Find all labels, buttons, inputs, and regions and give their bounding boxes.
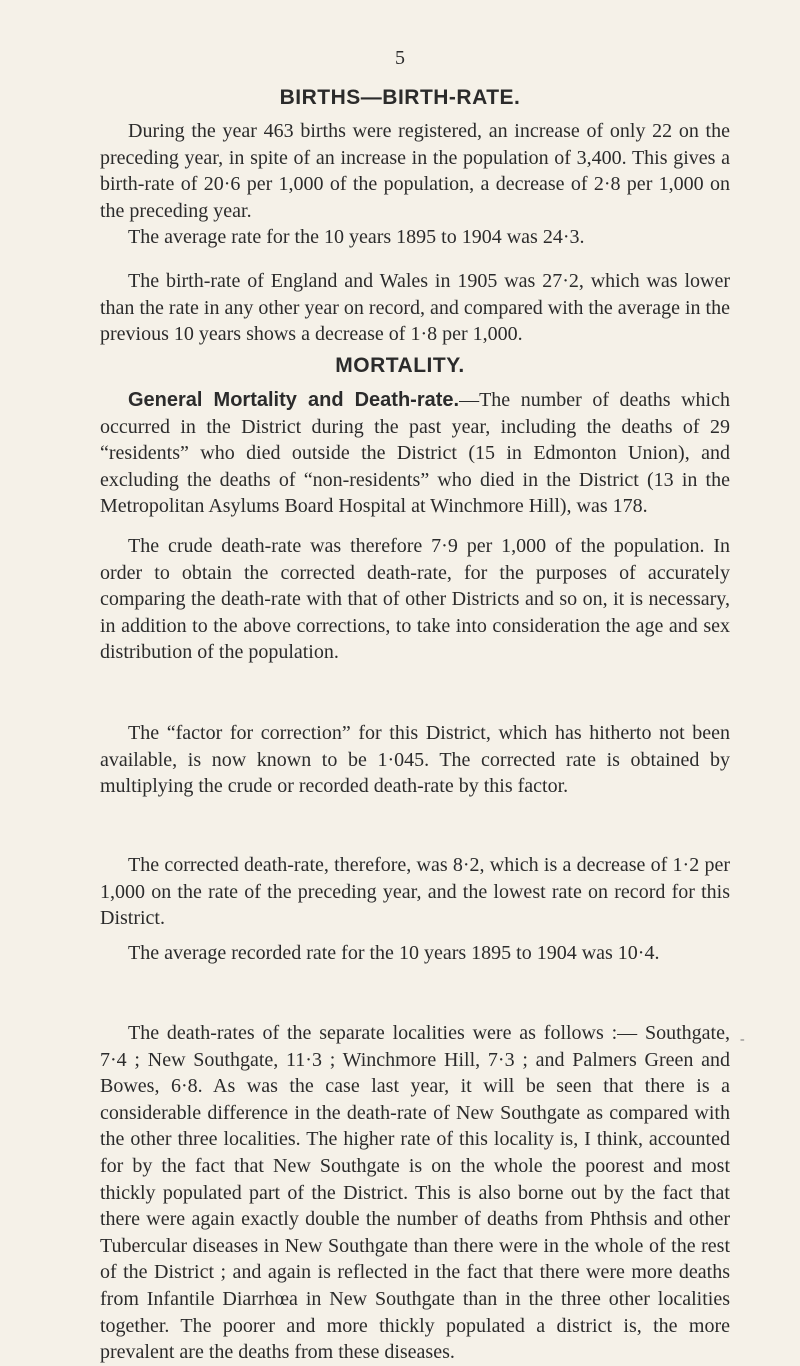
births-paragraph-1: During the year 463 births were registered, an increase of only 22 on the preceding year, in spite of an increase in the population of 3,400. This gives a birth-rate of 20·6 per 1,000 of the population, a decrease of 2·8 per 1,000 on the preceding year. — [100, 120, 730, 222]
mortality-paragraph-4: The corrected death-rate, therefore, was 8·2, which is a decrease of 1·2 per 1,000 on the rate of the preceding year, and the lowest rate on record for this District. — [100, 854, 730, 930]
mortality-heading: MORTALITY. — [335, 354, 465, 377]
margin-mark: - — [740, 1032, 745, 1047]
mortality-paragraph-2: The crude death-rate was therefore 7·9 per 1,000 of the population. In order to obtain the corrected death-rate, for the purposes of accurately comparing the death-rate with that of other Districts and so on, it is necessary, in addition to the above corrections, to take into consideration the age and sex distribution of the population. — [100, 535, 730, 664]
mortality-paragraph-6: The death-rates of the separate localities were as follows :— Southgate, 7·4 ; New Southgate, 11·3 ; Winchmore Hill, 7·3 ; and Palmers Green and Bowes, 6·8. As was the case last year, it will be seen that there is a considerable difference in the death-rate of New Southgate as compared with the other three localities. The higher rate of this locality is, I think, accounted for by the fact that New Southgate is on the whole the poorest and most thickly populated part of the District. This is also borne out by the fact that there were again exactly double the number of deaths from Phthsis and other Tubercular diseases in New Southgate than there were in the whole of the rest of the District ; and again is reflected in the fact that there were more deaths from Infantile Diarrhœa in New Southgate than in the three other localities together. The poorer and more thickly populated a district is, the more prevalent are the deaths from these diseases. — [100, 1022, 730, 1364]
mortality-subheading: General Mortality and Death-rate. — [128, 389, 460, 411]
mortality-paragraph-1-text: —The number of deaths which occurred in the District during the past year, including the deaths of 29 “residents” who died outside the District (15 in Edmonton Union), and excluding the deaths of “non-residents” who died in the District (13 in the Metropolitan Asylums Board Hospital at Winchmore Hill), was 178. — [100, 389, 730, 518]
births-heading: BIRTHS—BIRTH-RATE. — [279, 86, 521, 109]
mortality-paragraph-5: The average recorded rate for the 10 years 1895 to 1904 was 10·4. — [128, 942, 660, 964]
page-number: 5 — [395, 47, 405, 69]
mortality-paragraph-3: The “factor for correction” for this District, which has hitherto not been available, is now known to be 1·045. The corrected rate is obtained by multiplying the crude or recorded death-rate by this factor. — [100, 722, 730, 798]
births-paragraph-2: The average rate for the 10 years 1895 to 1904 was 24·3. — [128, 226, 585, 248]
births-paragraph-3: The birth-rate of England and Wales in 1905 was 27·2, which was lower than the rate in any other year on record, and compared with the average in the previous 10 years shows a decrease of 1·8 per 1,000. — [100, 270, 730, 346]
mortality-paragraph-1 — [100, 387, 730, 520]
